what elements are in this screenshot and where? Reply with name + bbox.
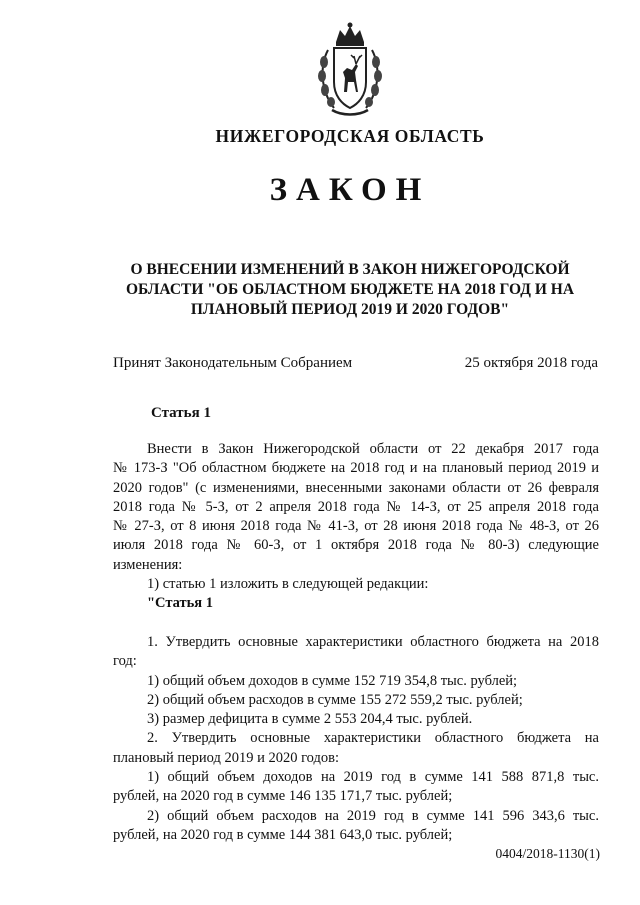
text-line: 2018 года № 5-З, от 2 апреля 2018 года № 14-З, от 25 апреля 2018 года: [113, 498, 599, 515]
adoption-label: Принят Законодательным Собранием: [113, 355, 353, 371]
text-line: 1) общий объем доходов в сумме 152 719 354,8 тыс. рублей;: [147, 672, 518, 689]
text-line: Внести в Закон Нижегородской области от 22 декабря 2017 года: [147, 441, 599, 457]
text-line: плановый период 2019 и 2020 годов:: [113, 749, 340, 766]
text-line: 2. Утвердить основные характеристики областного бюджета на: [147, 730, 599, 747]
text-line: № 173-З "Об областном бюджете на 2018 год и на плановый период 2019 и: [113, 460, 599, 477]
text-line: 2) общий объем расходов на 2019 год в сумме 141 596 343,6 тыс.: [147, 807, 599, 824]
article-body: [113, 440, 599, 845]
document-type-title: ЗАКОН: [269, 172, 431, 208]
text-line: 2020 годов" (с изменениями, внесенными законами области от 26 февраля: [113, 479, 599, 496]
adoption-date: 25 октября 2018 года: [464, 355, 598, 371]
text-line: июля 2018 года № 60-З, от 1 октября 2018 года № 80-З) следующие: [113, 537, 599, 554]
region-title: НИЖЕГОРОДСКАЯ ОБЛАСТЬ: [215, 126, 485, 146]
text-line: 1) общий объем доходов на 2019 год в сумме 141 588 871,8 тыс.: [147, 769, 599, 786]
text-line: 1. Утвердить основные характеристики областного бюджета на 2018: [147, 633, 599, 650]
subject-line: ПЛАНОВЫЙ ПЕРИОД 2019 И 2020 ГОДОВ": [190, 301, 510, 318]
coat-of-arms-icon: [314, 20, 386, 118]
law-subject: [120, 260, 580, 320]
text-line: год:: [113, 653, 137, 670]
text-line: 2) общий объем расходов в сумме 155 272 559,2 тыс. рублей;: [147, 691, 523, 708]
text-line: рублей, на 2020 год в сумме 146 135 171,7 тыс. рублей;: [113, 788, 453, 805]
text-line: 3) размер дефицита в сумме 2 553 204,4 тыс. рублей.: [147, 711, 473, 728]
text-line: 1) статью 1 изложить в следующей редакции:: [147, 576, 429, 593]
text-line: № 27-З, от 8 июня 2018 года № 41-З, от 28 июня 2018 года № 48-З, от 26: [113, 518, 599, 535]
subject-line: О ВНЕСЕНИИ ИЗМЕНЕНИЙ В ЗАКОН НИЖЕГОРОДСКОЙ: [130, 261, 570, 278]
subject-line: ОБЛАСТИ "ОБ ОБЛАСТНОМ БЮДЖЕТЕ НА 2018 ГОД И НА: [125, 281, 575, 298]
article-title: Статья 1: [151, 405, 211, 421]
text-line: рублей, на 2020 год в сумме 144 381 643,0 тыс. рублей;: [113, 826, 453, 843]
quoted-article-title: "Статья 1: [147, 595, 214, 612]
text-line: изменения:: [113, 556, 183, 573]
document-number: 0404/2018-1130(1): [495, 846, 600, 861]
